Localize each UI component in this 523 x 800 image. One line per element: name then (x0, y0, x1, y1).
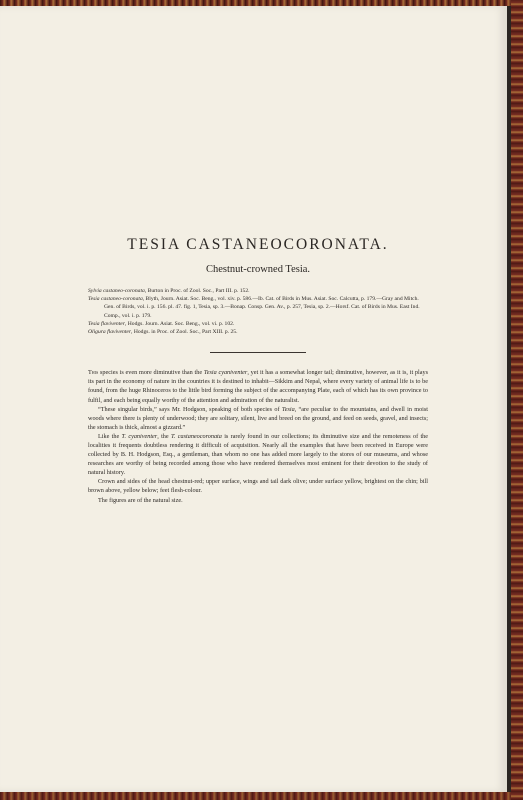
text-run: species is even more diminutive than the (98, 369, 204, 377)
book-spine-edge (511, 0, 523, 800)
synonym-reference: , Burton in Proc. of Zool. Soc., Part III. p. 152. (144, 288, 250, 294)
paragraph-size-note: The figures are of the natural size. (98, 496, 183, 504)
species-name-italic: T. cyaniventer (121, 432, 158, 440)
synonym-reference: , Hodgs. Journ. Asiat. Soc. Beng., vol. vi. p. 102. (124, 320, 235, 327)
synonymy-entry (88, 320, 428, 328)
synonym-reference: , Blyth, Journ. Asiat. Soc. Beng., vol. xiv. p. 586.—Ib. Cat. of Birds in Mus. Asiat. Soc. Calcutta, p. 179.—Gray and Mitch. Gen. of Birds, vol. i. p. 156. pl. 47. fig. 1, Tesia, sp. 3.—Bonap. Consp. Gen. Av., p. 257, Tesia, sp. 2.—Horsf. Cat. of Birds in Mus. East Ind. Comp., vol. i. p. 179. (104, 296, 420, 319)
paragraph-description: Crown and sides of the head chestnut-red; upper surface, wings and tail dark olive; under surface yellow, brightest on the chin; bill brown above, yellow below; feet flesh-colour. (88, 478, 428, 495)
description-text (88, 368, 428, 504)
paragraph-intro (88, 368, 428, 404)
synonymy-entry (88, 295, 428, 320)
paragraph-hodgson-quote (88, 405, 428, 432)
synonymy-entry (88, 328, 428, 336)
synonymy-list (88, 287, 428, 336)
text-run: Like the (98, 432, 122, 440)
drop-word: This (88, 369, 99, 377)
genus-name-italic: Tesia (281, 405, 295, 413)
species-name-italic: T. castaneocoronata (170, 432, 222, 440)
paragraph-rarity (88, 432, 428, 477)
book-page (0, 6, 507, 792)
page-content (88, 236, 428, 505)
synonym-reference: , Hodgs. in Proc. of Zool. Soc., Part XIII. p. 25. (131, 329, 238, 336)
synonym-name: Tesia flaviventer (88, 320, 125, 327)
text-run: , “are peculiar to the mountains, and dwell in moist woods where there is plenty of underwood; they are solitary, silent, live and breed on the ground, and feed on seeds, gravel, and insects; the stomach is thick, almost a gizzard.” (88, 405, 429, 431)
section-divider (210, 352, 306, 353)
species-title: TESIA CASTANEOCORONATA. (127, 236, 389, 253)
common-name: Chestnut-crowned Tesia. (205, 264, 311, 275)
text-run: , the (157, 432, 171, 440)
species-name-italic: Tesia cyaniventer (203, 369, 248, 377)
text-run: “These singular birds,” says Mr. Hodgson, speaking of both species of (98, 405, 282, 413)
synonym-name: Tesia castaneo-coronata (88, 296, 143, 303)
page-edge-bottom (0, 792, 511, 800)
text-run: is rarely found in our collections; its diminutive size and the remoteness of the localities it frequents doubtless rendering it difficult of acquisition. Nearly all the examples that have been received in Europe were collected by B. H. Hodgson, Esq., a gentleman, than whom no one has added more largely to the stores of our museums, and whose researches are worthy of being recorded among those who have rendered themselves most eminent for their devotion to the study of natural history. (88, 432, 429, 477)
synonymy-entry (88, 287, 428, 295)
synonym-name: Oligura flaviventer (88, 329, 132, 336)
synonym-name: Sylvia castaneo-coronata (88, 288, 145, 294)
text-run: , yet it has a somewhat longer tail; diminutive, however, as it is, it plays its part in the economy of nature in the countries it is destined to inhabit—Sikkim and Nepal, where every variety of animal life is to be found, from the huge Rhinoceros to the little bird forming the subject of the accompanying Plate, each of which has its own province to fulfil, and each being equally worthy of the attention and admiration of the naturalist. (88, 369, 428, 404)
